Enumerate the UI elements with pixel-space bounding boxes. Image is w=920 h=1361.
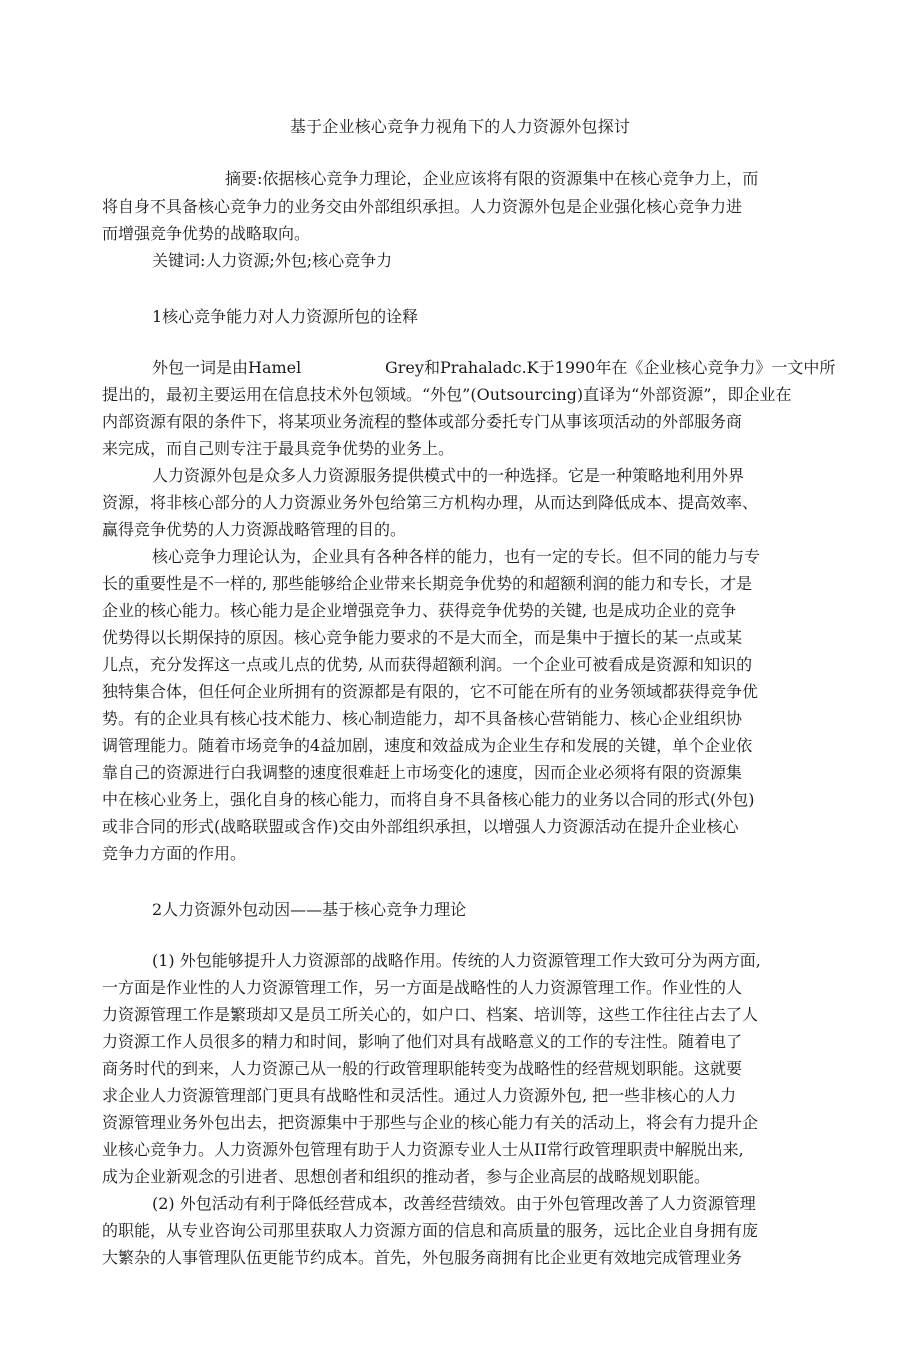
- abstract-line: 而增强竞争优势的战略取向。: [102, 224, 311, 243]
- section-heading: 2人力资源外包动因——基于核心竞争力理论: [152, 900, 467, 919]
- abstract-line: 摘要:依据核心竞争力理论，企业应该将有限的资源集中在核心竞争力上，而: [225, 169, 759, 188]
- paragraph-line: 竞争力方面的作用。: [102, 844, 247, 863]
- paragraph-line: 儿点，充分发挥这一点或儿点的优势, 从而获得超额利润。一个企业可被看成是资源和知识的: [102, 655, 753, 674]
- paragraph-line: 成为企业新观念的引进者、思想创者和组织的推动者，参与企业高层的战略规划职能。: [102, 1167, 711, 1186]
- paragraph-line: 求企业人力资源管理部门更具有战略性和灵活性。通过人力资源外包, 把一些非核心的人力: [102, 1086, 737, 1105]
- paragraph-line: Grey和Prahaladc.K于1990年在《企业核心竞争力》一文中所: [385, 358, 836, 377]
- paragraph-line: 长的重要性是不一样的, 那些能够给企业带来长期竞争优势的和超额利润的能力和专长，才是: [102, 574, 753, 593]
- paragraph-line: 商务时代的到来，人力资源己从一般的行政管理职能转变为战略性的经营规划职能。这就要: [102, 1059, 743, 1078]
- paragraph-line: (2) 外包活动有利于降低经营成本，改善经营绩效。由于外包管理改善了人力资源管理: [152, 1194, 756, 1213]
- paragraph-line: 资源，将非核心部分的人力资源业务外包给第三方机构办理，从而达到降低成本、提高效率、: [102, 493, 759, 512]
- section-heading: 1核心竞争能力对人力资源所包的诠释: [152, 307, 419, 326]
- paragraph-line: 或非合同的形式(战略联盟或含作)交由外部组织承担，以增强人力资源活动在提升企业核心: [102, 817, 739, 836]
- paragraph-line: 核心竞争力理论认为，企业具有各种各样的能力，也有一定的专长。但不同的能力与专: [152, 547, 761, 566]
- paragraph-line: 优势得以长期保持的原因。核心竞争能力要求的不是大而全，而是集中于擅长的某一点或某: [102, 628, 743, 647]
- keywords: 关键词:人力资源;外包;核心竞争力: [152, 251, 393, 270]
- paragraph-line: 人力资源外包是众多人力资源服务提供模式中的一种选择。它是一种策略地利用外界: [152, 466, 745, 485]
- paragraph-line: 企业的核心能力。核心能力是企业增强竞争力、获得竞争优势的关键, 也是成功企业的竞争: [102, 601, 737, 620]
- paragraph-line: 势。有的企业具有核心技术能力、核心制造能力，却不具备核心营销能力、核心企业组织协: [102, 709, 743, 728]
- paragraph-line: 来完成，而自己则专注于最具竞争优势的业务上。: [102, 439, 455, 458]
- paragraph-line: 内部资源有限的条件下，将某项业务流程的整体或部分委托专门从事该项活动的外部服务商: [102, 412, 743, 431]
- paragraph-line: 独特集合体，但任何企业所拥有的资源都是有限的，它不可能在所有的业务领域都获得竞争优: [102, 682, 759, 701]
- paragraph-line: 的职能，从专业咨询公司那里获取人力资源方面的信息和高质量的服务，远比企业自身拥有庞: [102, 1221, 759, 1240]
- document-title: 基于企业核心竞争力视角下的人力资源外包探讨: [289, 117, 631, 136]
- paragraph-line: 力资源管理工作是繁琐却又是员工所关心的，如户口、档案、培训等，这些工作往往占去了人: [102, 1005, 759, 1024]
- paragraph-line: 调管理能力。随着市场竞争的4益加剧，速度和效益成为企业生存和发展的关键，单个企业依: [102, 736, 753, 755]
- paragraph-line: 提出的，最初主要运用在信息技术外包领域。“外包”(Outsourcing)直译为“外部资源”，即企业在: [102, 385, 792, 404]
- paragraph-line: 赢得竞争优势的人力资源战略管理的目的。: [102, 520, 407, 539]
- paragraph-line: 靠自己的资源进行白我调整的速度很难赶上市场变化的速度，因而企业必须将有限的资源集: [102, 763, 743, 782]
- paragraph-line: 中在核心业务上，强化自身的核心能力，而将自身不具备核心能力的业务以合同的形式(外包): [102, 790, 755, 809]
- paragraph-line: 大繁杂的人事管理队伍更能节约成本。首先，外包服务商拥有比企业更有效地完成管理业务: [102, 1248, 743, 1267]
- paragraph-line: 一方面是作业性的人力资源管理工作，另一方面是战略性的人力资源管理工作。作业性的人: [102, 978, 743, 997]
- paragraph-line: 外包一词是由Hamel: [152, 358, 302, 377]
- paragraph-line: 力资源工作人员很多的精力和时间，影响了他们对具有战略意义的工作的专注性。随着电了: [102, 1032, 743, 1051]
- paragraph-line: (1) 外包能够提升人力资源部的战略作用。传统的人力资源管理工作大致可分为两方面,: [152, 951, 761, 970]
- paragraph-line: 资源管理业务外包出去，把资源集中于那些与企业的核心能力有关的活动上，将会有力提升企: [102, 1113, 759, 1132]
- abstract-line: 将自身不具备核心竞争力的业务交由外部组织承担。人力资源外包是企业强化核心竞争力进: [102, 197, 743, 216]
- paragraph-line: 业核心竞争力。人力资源外包管理有助于人力资源专业人士从II常行政管理职责中解脱出来,: [102, 1140, 744, 1159]
